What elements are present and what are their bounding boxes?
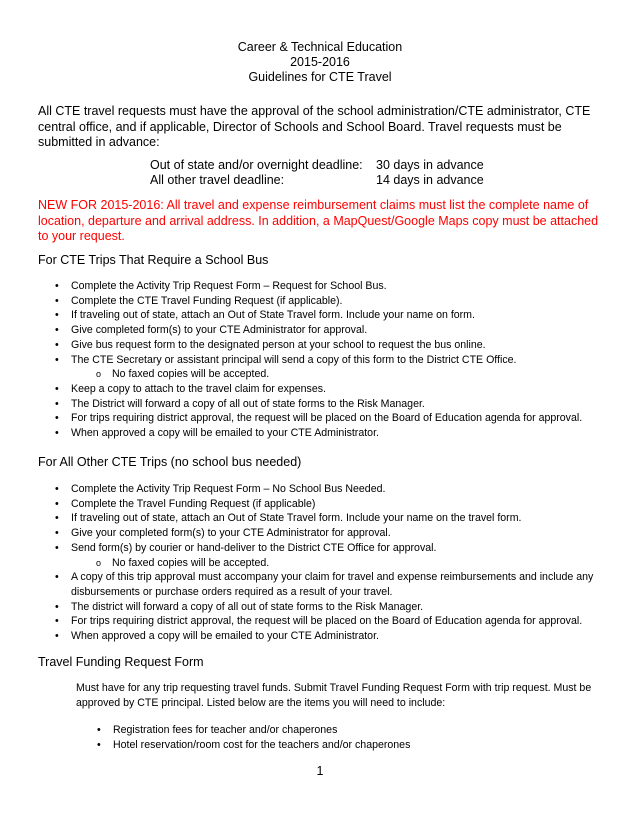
bullet-icon: • <box>55 427 59 440</box>
list-item: • When approved a copy will be emailed to your CTE Administrator. <box>55 427 379 440</box>
bullet-icon: • <box>55 382 59 395</box>
bullet-icon: • <box>97 738 101 751</box>
list-item: • Registration fees for teacher and/or chaperones <box>97 724 338 736</box>
deadline-table <box>150 158 484 188</box>
list-item: • Give bus request form to the designated person at your school to request the bus online. <box>55 338 486 351</box>
deadline-value: 30 days in advance <box>376 158 484 172</box>
deadline-label: All other travel deadline: <box>150 173 285 187</box>
section-heading-funding-request: Travel Funding Request Form <box>38 655 204 669</box>
sub-list-item: o No faxed copies will be accepted. <box>96 556 270 569</box>
list-item: • If traveling out of state, attach an Out of State Travel form. Include your name on the travel form. <box>55 512 522 525</box>
no-bus-steps-list <box>50 482 610 644</box>
list-item: • The District will forward a copy of all out of state forms to the Risk Manager. <box>55 397 425 410</box>
list-item: • Complete the Activity Trip Request Form – Request for School Bus. <box>55 280 387 292</box>
list-item: • The district will forward a copy of all out of state forms to the Risk Manager. <box>55 600 424 613</box>
document-title <box>0 40 640 85</box>
hollow-bullet-icon: o <box>96 369 102 380</box>
bullet-icon: • <box>55 324 59 337</box>
title-line-2: 2015-2016 <box>290 55 350 69</box>
bullet-icon: • <box>55 497 59 510</box>
list-item: • A copy of this trip approval must accompany your claim for travel and expense reimbursements and include any disbursements or purchase orders required as a result of your travel. <box>55 571 594 598</box>
list-item: • For trips requiring district approval, the request will be placed on the Board of Education agenda for approval. <box>55 615 583 628</box>
bullet-icon: • <box>55 338 59 351</box>
page-number: 1 <box>316 764 324 778</box>
new-policy-notice: NEW FOR 2015-2016: All travel and expense reimbursement claims must list the complete name of location, departure and arrival address. In addition, a MapQuest/Google Maps copy must be attached to your request. <box>38 198 599 243</box>
bullet-icon: • <box>55 615 59 628</box>
list-item: • Keep a copy to attach to the travel claim for expenses. <box>55 382 326 395</box>
bullet-icon: • <box>55 512 59 525</box>
bullet-icon: • <box>55 353 59 366</box>
list-item: • Complete the Travel Funding Request (if applicable) <box>55 497 316 510</box>
deadline-label: Out of state and/or overnight deadline: <box>150 158 363 172</box>
list-item: • Send form(s) by courier or hand-deliver to the District CTE Office for approval. <box>55 541 437 554</box>
bullet-icon: • <box>55 527 59 540</box>
list-item: • Complete the Activity Trip Request Form – No School Bus Needed. <box>55 483 386 495</box>
list-item: • If traveling out of state, attach an Out of State Travel form. Include your name on form. <box>55 309 475 322</box>
bullet-icon: • <box>97 724 101 736</box>
bullet-icon: • <box>55 630 59 643</box>
list-item: • Hotel reservation/room cost for the teachers and/or chaperones <box>97 738 411 751</box>
school-bus-steps-list <box>50 279 610 441</box>
sub-list-item: o No faxed copies will be accepted. <box>96 368 270 381</box>
bullet-icon: • <box>55 483 59 495</box>
list-item: • Complete the CTE Travel Funding Request (if applicable). <box>55 294 343 307</box>
list-item: • Give completed form(s) to your CTE Administrator for approval. <box>55 324 368 337</box>
list-item: • The CTE Secretary or assistant principal will send a copy of this form to the District CTE Office. <box>55 353 517 366</box>
list-item: • For trips requiring district approval, the request will be placed on the Board of Education agenda for approval. <box>55 412 583 425</box>
list-item: • Give your completed form(s) to your CTE Administrator for approval. <box>55 527 391 540</box>
bullet-icon: • <box>55 412 59 425</box>
funding-request-paragraph: Must have for any trip requesting travel funds. Submit Travel Funding Request Form with trip request. Must be approved by CTE principal. Listed below are the items you will need to include: <box>76 682 592 709</box>
list-item: • When approved a copy will be emailed to your CTE Administrator. <box>55 630 379 643</box>
bullet-icon: • <box>55 309 59 322</box>
deadline-row <box>150 173 484 188</box>
hollow-bullet-icon: o <box>96 557 102 568</box>
bullet-icon: • <box>55 571 59 584</box>
funding-items-list <box>92 723 592 752</box>
intro-paragraph: All CTE travel requests must have the approval of the school administration/CTE administrator, CTE central office, and if applicable, Director of Schools and School Board. Travel requests must be submitted in advance: <box>38 104 591 149</box>
bullet-icon: • <box>55 294 59 307</box>
deadline-row <box>150 158 484 173</box>
bullet-icon: • <box>55 397 59 410</box>
deadline-value: 14 days in advance <box>376 173 484 187</box>
section-heading-school-bus: For CTE Trips That Require a School Bus <box>38 253 269 267</box>
bullet-icon: • <box>55 541 59 554</box>
bullet-icon: • <box>55 280 59 292</box>
title-line-1: Career & Technical Education <box>237 40 403 54</box>
bullet-icon: • <box>55 600 59 613</box>
title-line-3: Guidelines for CTE Travel <box>248 70 392 84</box>
section-heading-no-bus: For All Other CTE Trips (no school bus needed) <box>38 455 302 469</box>
